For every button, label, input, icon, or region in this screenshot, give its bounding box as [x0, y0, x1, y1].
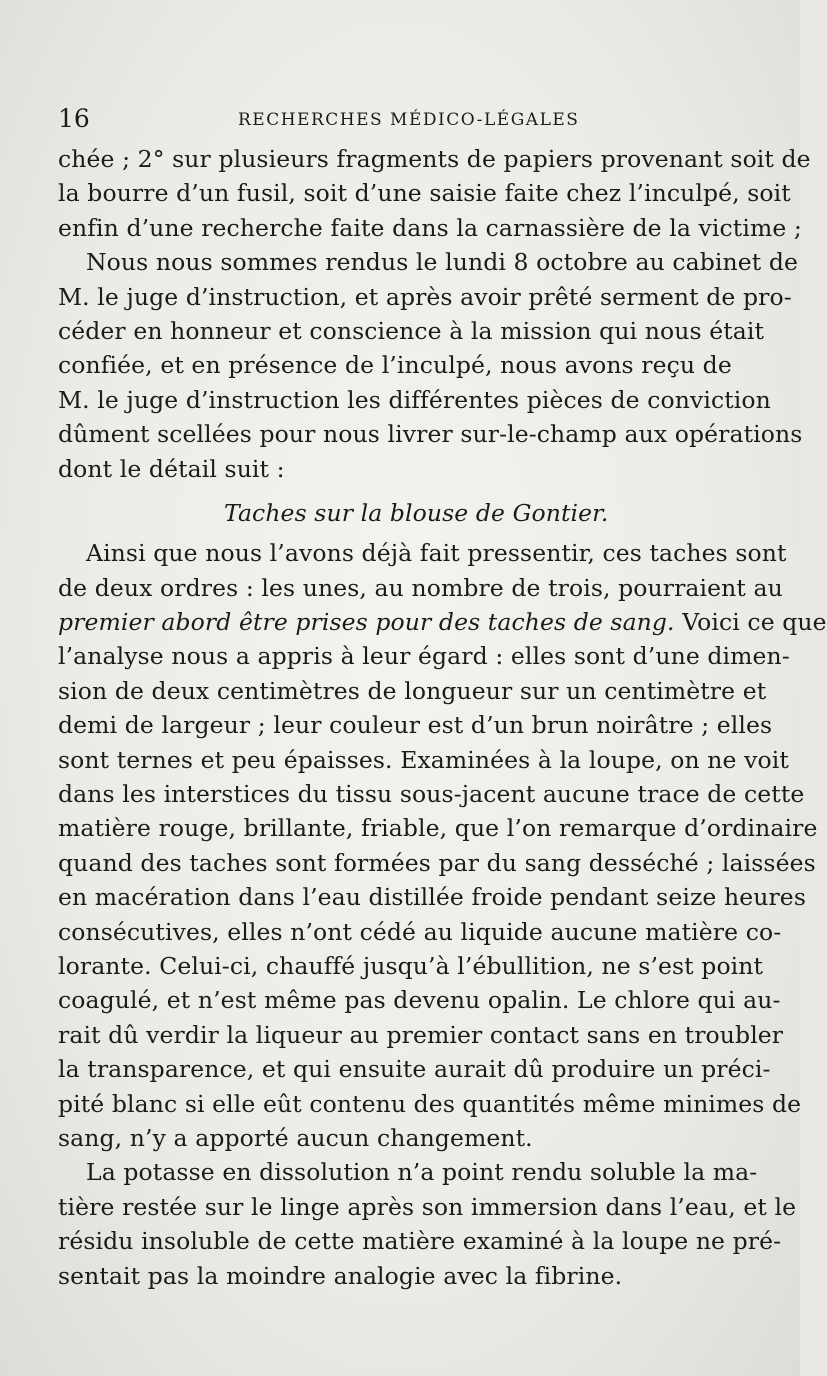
text-line: Ainsi que nous l’avons déjà fait pressentir, ces taches sont	[86, 539, 787, 568]
text-line: enfin d’une recherche faite dans la carnassière de la victime ;	[58, 213, 802, 242]
text-fragment: Voici ce que	[674, 608, 827, 637]
text-line: La potasse en dissolution n’a point rendu soluble la ma-	[86, 1158, 758, 1187]
italic-phrase: premier abord être prises pour des taches de sang.	[58, 608, 675, 637]
text-line: matière rouge, brillante, friable, que l’on remarque d’ordinaire	[58, 814, 818, 843]
text-line: la transparence, et qui ensuite aurait dû produire un préci-	[58, 1055, 771, 1084]
text-line: sentait pas la moindre analogie avec la fibrine.	[58, 1261, 623, 1290]
text-line: sont ternes et peu épaisses. Examinées à la loupe, on ne voit	[58, 745, 789, 774]
section-heading: Taches sur la blouse de Gontier.	[224, 498, 609, 527]
text-line: dûment scellées pour nous livrer sur-le-champ aux opérations	[58, 420, 803, 449]
text-line: confiée, et en présence de l’inculpé, nous avons reçu de	[58, 351, 732, 380]
text-line: rait dû verdir la liqueur au premier contact sans en troubler	[58, 1020, 784, 1049]
text-line: demi de largeur ; leur couleur est d’un brun noirâtre ; elles	[58, 711, 773, 740]
text-line: la bourre d’un fusil, soit d’une saisie faite chez l’inculpé, soit	[58, 179, 791, 208]
text-line-mixed	[58, 605, 827, 639]
text-line: de deux ordres : les unes, au nombre de trois, pourraient au	[58, 573, 783, 602]
text-line: en macération dans l’eau distillée froide pendant seize heures	[58, 883, 806, 912]
page-header	[58, 104, 728, 134]
running-head: RECHERCHES MÉDICO-LÉGALES	[238, 110, 580, 130]
text-line: consécutives, elles n’ont cédé au liquide aucune matière co-	[58, 917, 782, 946]
text-line: quand des taches sont formées par du sang desséché ; laissées	[58, 848, 816, 877]
text-line: dont le détail suit :	[58, 454, 285, 483]
text-line: l’analyse nous a appris à leur égard : elles sont d’une dimen-	[58, 642, 790, 671]
text-line: Nous nous sommes rendus le lundi 8 octobre au cabinet de	[86, 248, 799, 277]
text-line: chée ; 2° sur plusieurs fragments de papiers provenant soit de	[58, 145, 811, 173]
page-number: 16	[58, 104, 90, 133]
text-line: pité blanc si elle eût contenu des quantités même minimes de	[58, 1089, 802, 1118]
text-line: lorante. Celui-ci, chauffé jusqu’à l’ébullition, ne s’est point	[58, 951, 764, 980]
text-line: M. le juge d’instruction les différentes pièces de conviction	[58, 385, 771, 414]
text-line: coagulé, et n’est même pas devenu opalin. Le chlore qui au-	[58, 986, 781, 1015]
text-line: résidu insoluble de cette matière examiné à la loupe ne pré-	[58, 1227, 782, 1256]
text-line: M. le juge d’instruction, et après avoir prêté serment de pro-	[58, 282, 792, 311]
text-line: sang, n’y a apporté aucun changement.	[58, 1123, 533, 1152]
body-text	[58, 142, 827, 1293]
text-line: sion de deux centimètres de longueur sur un centimètre et	[58, 676, 767, 705]
text-line: céder en honneur et conscience à la mission qui nous était	[58, 316, 765, 345]
text-line: dans les interstices du tissu sous-jacent aucune trace de cette	[58, 780, 805, 809]
text-line: tière restée sur le linge après son immersion dans l’eau, et le	[58, 1192, 797, 1221]
